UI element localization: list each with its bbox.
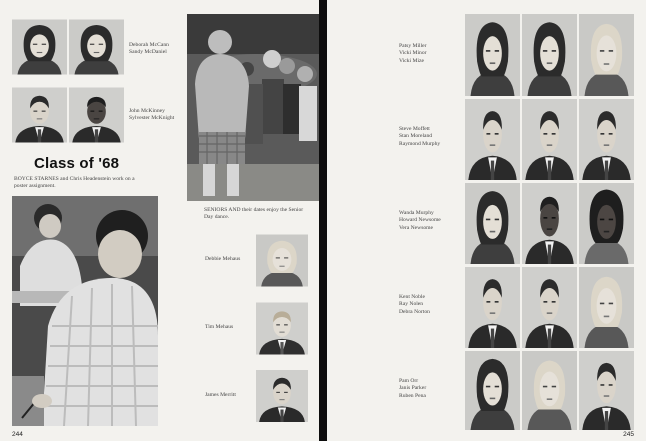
student-name: Vera Newsome xyxy=(399,224,434,231)
student-name: Vicki Minor xyxy=(399,50,427,57)
photo-caption xyxy=(204,207,303,222)
student-name: Sylvester McKnight xyxy=(129,115,175,122)
student-name: Tim Mehaus xyxy=(205,324,234,330)
portrait-photo xyxy=(579,267,634,348)
student-name: Steve Moffett xyxy=(399,126,430,132)
portrait-photo xyxy=(465,14,520,96)
portrait-names xyxy=(129,42,169,57)
row-names xyxy=(399,294,430,316)
portrait-photo xyxy=(465,99,520,180)
student-name: Wanda Murphy xyxy=(399,210,434,216)
portrait-photo xyxy=(522,183,577,264)
portrait-photo xyxy=(465,183,520,264)
dance-photo xyxy=(187,14,319,201)
portrait-names xyxy=(129,108,174,123)
student-name: Raymond Murphy xyxy=(399,140,441,147)
row-names xyxy=(399,210,441,232)
portrait-photo xyxy=(579,183,634,264)
portrait-photo xyxy=(12,83,67,147)
student-name: Janis Parker xyxy=(399,385,427,392)
portrait-photo xyxy=(579,351,634,430)
caption-line: BOYCE STARNES and Chris Headenstein work on a xyxy=(14,176,135,182)
student-name: Debbie Mehaus xyxy=(205,256,241,262)
portrait-photo xyxy=(465,267,520,348)
student-name: Howard Newsome xyxy=(399,217,441,224)
student-name: Deborah McCann xyxy=(129,42,169,48)
student-name: Patsy Miller xyxy=(399,43,427,49)
right-page xyxy=(327,0,646,441)
students-photo xyxy=(12,196,158,426)
portrait-photo xyxy=(522,14,577,96)
portrait-photo xyxy=(256,296,308,361)
student-name: Kent Noble xyxy=(399,294,425,300)
photo-caption xyxy=(14,176,135,191)
student-name: Stan Moreland xyxy=(399,133,433,140)
portrait-photo xyxy=(579,14,634,96)
page-title: Class of '68 xyxy=(34,155,120,172)
portrait-photo xyxy=(69,15,124,79)
student-name: Ruben Pena xyxy=(399,392,426,399)
row-names xyxy=(399,378,426,400)
student-name: Debra Norton xyxy=(399,308,430,315)
student-name: Ray Nolen xyxy=(399,301,424,308)
portrait-photo xyxy=(69,83,124,147)
student-name: Vicki Mize xyxy=(399,57,424,64)
portrait-photo xyxy=(522,351,577,430)
portrait-photo xyxy=(522,99,577,180)
row-names xyxy=(399,43,427,65)
page-number: 244 xyxy=(12,431,23,438)
portrait-photo xyxy=(579,99,634,180)
student-name: Sandy McDaniel xyxy=(129,49,167,56)
caption-line: Day dance. xyxy=(204,214,230,221)
portrait-photo xyxy=(256,363,308,429)
portrait-photo xyxy=(465,351,520,430)
portrait-photo xyxy=(12,15,67,79)
caption-line: poster assignment. xyxy=(14,183,56,190)
row-names xyxy=(399,126,440,148)
student-name: John McKinney xyxy=(129,108,165,114)
portrait-photo xyxy=(522,267,577,348)
page-number: 245 xyxy=(623,431,634,438)
student-name: Pam Orr xyxy=(399,378,419,384)
student-name: James Merritt xyxy=(205,392,236,398)
portrait-photo xyxy=(256,229,308,292)
left-page xyxy=(0,0,319,441)
caption-line: SENIORS AND their dates enjoy the Senior xyxy=(204,207,304,213)
